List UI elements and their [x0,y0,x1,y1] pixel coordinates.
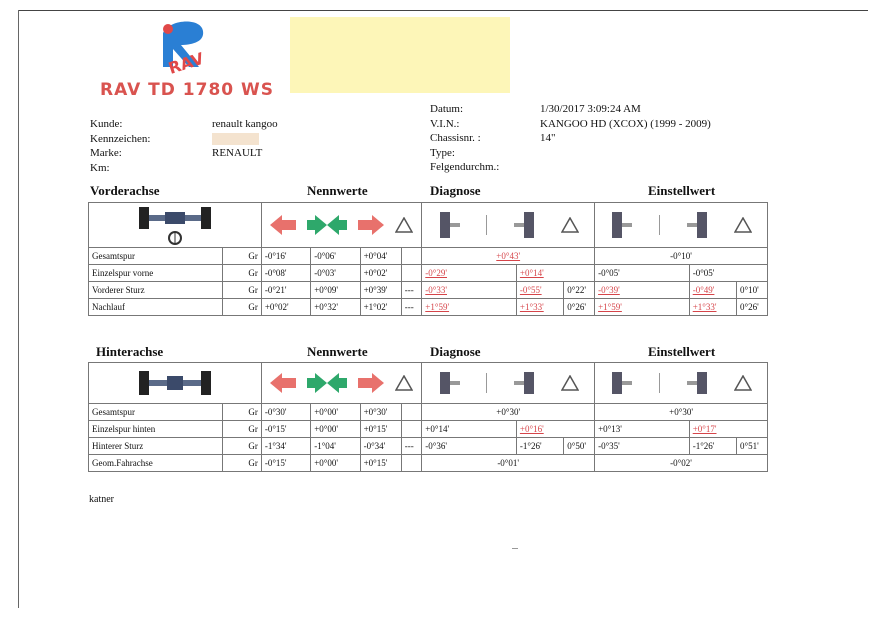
nominal-max: +0°15' [360,455,401,472]
row-label: Vorderer Sturz [89,282,223,299]
setting-total: +0°30' [595,404,768,421]
rear-diagnose-header: Diagnose [430,344,481,359]
wheel-left-icon [610,368,634,398]
tolerance-cell [401,404,422,421]
row-label: Gesamtspur [89,404,223,421]
setting-total: -0°10' [595,248,768,265]
tolerance-triangle-icon [395,375,413,391]
nominal-max: +1°02' [360,299,401,316]
rav-logo [155,15,215,77]
tolerance-triangle-icon [734,375,752,391]
nominal-max: +0°39' [360,282,401,299]
setting-right: +0°17' [692,424,717,434]
setting-diff: 0°26' [737,299,768,316]
diagnose-left: -0°33' [425,285,447,295]
nominal-min: -0°15' [261,455,310,472]
front-axle-table [88,202,768,316]
row-unit: Gr [222,248,261,265]
info-label: Kennzeichen: [90,132,151,145]
highlight-marker [290,17,510,93]
diagnose-right: -0°55' [519,285,542,295]
info-label: Felgendurchm.: [430,161,500,173]
arrows-converge-icon [307,373,347,393]
row-unit: Gr [222,282,261,299]
diagnose-diff: 0°26' [564,299,595,316]
setting-left: -0°05' [595,265,690,282]
diagnose-left: -0°29' [425,268,447,278]
tolerance-triangle-icon [734,217,752,233]
arrow-left-icon [270,373,296,393]
wheel-left-icon [438,368,462,398]
rear-axle-diagram-cell [89,363,262,404]
row-label: Hinterer Sturz [89,438,223,455]
table-row [89,421,768,438]
nominal-min: -0°15' [261,421,310,438]
row-unit: Gr [222,404,261,421]
arrow-right-icon [358,215,384,235]
diagnose-left: +1°59' [425,302,450,312]
row-unit: Gr [222,438,261,455]
separator-icon [486,215,488,235]
tolerance-cell [401,455,422,472]
separator-icon [659,215,661,235]
front-nennwerte-header: Nennwerte [307,183,368,198]
diagnose-right: +0°14' [519,268,544,278]
tolerance-cell: --- [401,282,422,299]
nominal-min: +0°02' [261,299,310,316]
logo-mark: RAV [166,48,207,77]
row-unit: Gr [222,455,261,472]
tolerance-triangle-icon [395,217,413,233]
nominal-min: -1°34' [261,438,310,455]
row-unit: Gr [222,265,261,282]
info-left-values [212,117,352,161]
diagnose-left: -0°36' [422,438,517,455]
setting-left: +1°59' [598,302,622,312]
front-einstellwert-header: Einstellwert [648,183,716,198]
info-right-labels [430,102,540,175]
row-label: Einzelspur hinten [89,421,223,438]
setting-left: +0°13' [595,421,690,438]
tolerance-cell [401,265,422,282]
row-unit: Gr [222,299,261,316]
info-value-kennzeichen [212,133,259,145]
info-right-values [540,102,760,146]
setting-right: -0°05' [689,265,767,282]
wheel-right-icon [685,368,709,398]
info-label: Kunde: [90,118,123,130]
tolerance-triangle-icon [561,375,579,391]
nominal-mid: +0°00' [311,455,360,472]
nominal-max: +0°04' [360,248,401,265]
diagnose-left: +0°14' [422,421,517,438]
nominal-min: -0°21' [261,282,310,299]
arrows-converge-icon [307,215,347,235]
front-axle-title: Vorderachse [90,183,160,198]
wheel-right-icon [512,210,536,240]
tolerance-cell [401,421,422,438]
nominal-max: +0°02' [360,265,401,282]
info-label: Marke: [90,147,122,159]
brand-title: RAV TD 1780 WS [100,80,275,100]
row-label: Nachlauf [89,299,223,316]
tolerance-cell: --- [401,299,422,316]
row-unit: Gr [222,421,261,438]
nominal-min: -0°16' [261,248,310,265]
row-label: Einzelspur vorne [89,265,223,282]
front-nennwerte-icons [261,203,421,248]
setting-total: -0°02' [595,455,768,472]
rear-einstellwert-header: Einstellwert [648,344,716,359]
info-label: Datum: [430,103,463,115]
wheel-right-icon [685,210,709,240]
nominal-max: +0°15' [360,421,401,438]
info-value-type: KANGOO HD (XCOX) (1999 - 2009) [540,117,711,130]
info-label: Chassisnr. : [430,132,481,144]
nominal-min: -0°30' [261,404,310,421]
wheel-left-icon [438,210,462,240]
front-axle-icon [135,203,215,247]
page-top-edge [18,10,868,11]
setting-diff: 0°51' [737,438,768,455]
nominal-min: -0°08' [261,265,310,282]
nominal-mid: -1°04' [311,438,360,455]
diagnose-total: -0°01' [422,455,595,472]
nominal-mid: -0°06' [311,248,360,265]
diagnose-right: +1°33' [519,302,544,312]
diagnose-total: +0°30' [422,404,595,421]
info-value-felgen: 14" [540,132,556,144]
rear-diagnose-icons [422,363,595,404]
rear-axle-table [88,362,768,472]
diagnose-right: -1°26' [516,438,563,455]
diagnose-right: +0°16' [519,424,544,434]
tolerance-cell: --- [401,438,422,455]
separator-icon [486,373,488,393]
table-row [89,455,768,472]
setting-right: +1°33' [692,302,717,312]
nominal-max: -0°34' [360,438,401,455]
info-value-kunde: renault kangoo [212,118,278,130]
nominal-mid: +0°32' [311,299,360,316]
diagnose-diff: 0°50' [564,438,595,455]
info-left-labels [90,117,200,175]
front-axle-diagram-cell [89,203,262,248]
wheel-right-icon [512,368,536,398]
rear-einstellwert-icons [595,363,768,404]
row-label: Gesamtspur [89,248,223,265]
front-diagnose-header: Diagnose [430,183,481,198]
setting-right: -0°49' [692,285,715,295]
setting-right: -1°26' [689,438,736,455]
info-label: Type: [430,146,455,159]
table-row [89,299,768,316]
diagnose-total: +0°43' [496,251,521,261]
nominal-mid: +0°00' [311,421,360,438]
front-einstellwert-icons [595,203,768,248]
tolerance-cell [401,248,422,265]
separator-icon [659,373,661,393]
scan-mark [512,548,518,549]
info-label: Km: [90,161,110,174]
table-row [89,282,768,299]
table-row [89,248,768,265]
setting-left: -0°35' [595,438,690,455]
row-label: Geom.Fahrachse [89,455,223,472]
rear-axle-icon [135,363,215,403]
rear-nennwerte-header: Nennwerte [307,344,368,359]
setting-left: -0°39' [598,285,620,295]
info-value-datum: 1/30/2017 3:09:24 AM [540,103,641,115]
info-value-marke: RENAULT [212,147,263,159]
info-label: V.I.N.: [430,117,460,130]
nominal-mid: +0°09' [311,282,360,299]
nominal-max: +0°30' [360,404,401,421]
rear-axle-title: Hinterachse [96,344,164,359]
table-row [89,265,768,282]
table-row [89,404,768,421]
setting-diff: 0°10' [737,282,768,299]
rear-nennwerte-icons [261,363,421,404]
wheel-left-icon [610,210,634,240]
table-row [89,438,768,455]
tolerance-triangle-icon [561,217,579,233]
page-left-edge [18,10,19,608]
front-diagnose-icons [422,203,595,248]
nominal-mid: +0°00' [311,404,360,421]
footer-note: katner [89,494,114,505]
arrow-left-icon [270,215,296,235]
arrow-right-icon [358,373,384,393]
diagnose-diff: 0°22' [564,282,595,299]
nominal-mid: -0°03' [311,265,360,282]
